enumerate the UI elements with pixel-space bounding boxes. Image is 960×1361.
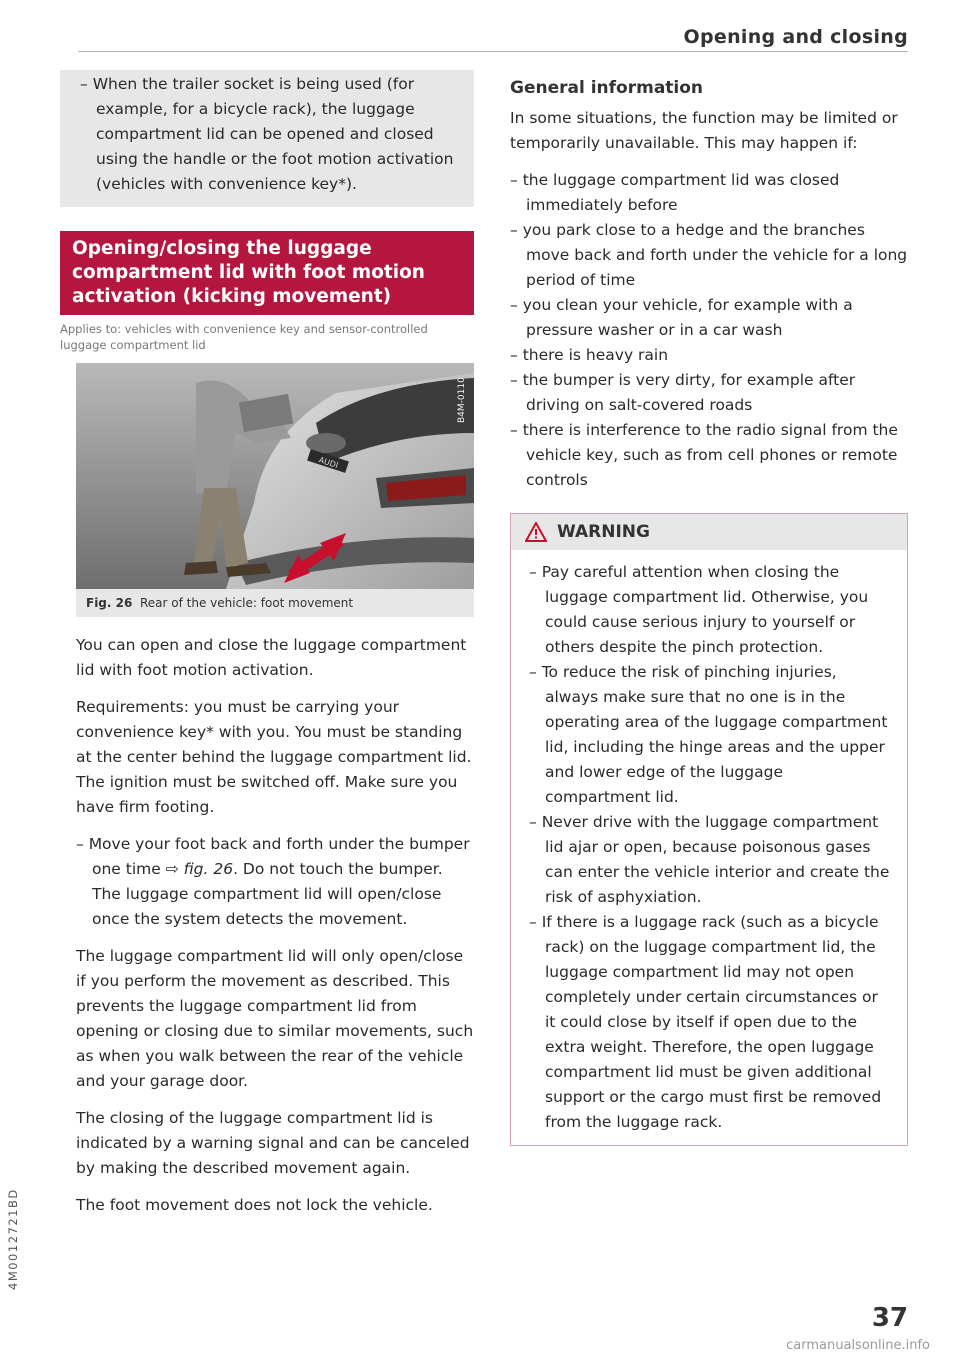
left-column <box>60 70 474 1218</box>
figure-reference-link[interactable]: ⇨ fig. 26 <box>165 860 234 878</box>
paragraph: Requirements: you must be carrying your convenience key* with you. You must be standing at the center behind the luggage compartment lid. The ignition must be switched off. Make sure you have firm footing. <box>76 698 472 816</box>
warning-triangle-icon <box>525 522 547 542</box>
figure-26 <box>76 363 474 617</box>
page-header-title: Opening and closing <box>683 26 908 48</box>
list-item-text: When the trailer socket is being used (for example, for a bicycle rack), the luggage compartment lid can be opened and closed using the handle or the foot motion activation (vehicles with convenience key*). <box>92 75 454 193</box>
warning-item: – If there is a luggage rack (such as a bicycle rack) on the luggage compartment lid, the luggage compartment lid may not open completely under certain circumstances or it could close by itself if open due to the extra weight. Therefore, the open luggage compartment lid must be given additional support or the cargo must first be removed from the luggage rack. <box>529 913 882 1131</box>
list-item: – the bumper is very dirty, for example after driving on salt-covered roads <box>510 371 856 414</box>
page-number: 37 <box>871 1303 908 1333</box>
list-item: – the luggage compartment lid was closed immediately before <box>510 171 840 214</box>
warning-item: – To reduce the risk of pinching injuries, always make sure that no one is in the operating area of the luggage compartment lid, including the hinge areas and the upper and lower edge of the luggage compartment lid. <box>529 663 888 806</box>
section-heading: Opening/closing the luggage compartment lid with foot motion activation (kicking movement) <box>60 231 474 315</box>
figure-caption <box>76 589 474 617</box>
document-code: 4M0012721BD <box>6 1188 20 1290</box>
step-text-cont: . Do not touch the bumper. The luggage compartment lid will open/close once the system detects the movement. <box>92 860 443 928</box>
list-item: – there is heavy rain <box>510 346 669 364</box>
list-item-text: there is interference to the radio signal from the vehicle key, such as from cell phones or remote controls <box>522 421 898 489</box>
list-item: – you clean your vehicle, for example with a pressure washer or in a car wash <box>510 296 853 339</box>
list-item-text: the luggage compartment lid was closed immediately before <box>522 171 840 214</box>
step-item: – Move your foot back and forth under the bumper one time ⇨ fig. 26. Do not touch the bumper. The luggage compartment lid will open/close once the system detects the movement. <box>76 835 470 928</box>
warning-item: – Never drive with the luggage compartment lid ajar or open, because poisonous gases can enter the vehicle interior and create the risk of asphyxiation. <box>529 813 890 906</box>
paragraph: The luggage compartment lid will only open/close if you perform the movement as described. This prevents the luggage compartment lid from opening or closing due to similar movements, such as when you walk between the rear of the vehicle and your garage door. <box>76 947 474 1090</box>
warning-item: – Pay careful attention when closing the luggage compartment lid. Otherwise, you could cause serious injury to yourself or others despite the pinch protection. <box>529 563 869 656</box>
paragraph: In some situations, the function may be limited or temporarily unavailable. This may happen if: <box>510 109 898 152</box>
warning-item-text: If there is a luggage rack (such as a bicycle rack) on the luggage compartment lid, the luggage compartment lid may not open completely under certain circumstances or it could close by itself if open due to the extra weight. Therefore, the open luggage compartment lid must be given additional support or the cargo must first be removed from the luggage rack. <box>541 913 882 1131</box>
rear-vehicle-foot-movement-illustration <box>76 363 474 589</box>
trailer-socket-note <box>60 70 474 207</box>
list-item-text: you park close to a hedge and the branches move back and forth under the vehicle for a long period of time <box>522 221 908 289</box>
warning-body <box>511 550 907 1145</box>
general-information-heading: General information <box>510 78 704 98</box>
paragraph: The foot movement does not lock the vehicle. <box>76 1196 433 1214</box>
paragraph: You can open and close the luggage compartment lid with foot motion activation. <box>76 636 467 679</box>
header-rule <box>78 51 908 52</box>
right-column <box>510 70 908 1146</box>
list-item: – you park close to a hedge and the branches move back and forth under the vehicle for a long period of time <box>510 221 908 289</box>
warning-item-text: Pay careful attention when closing the luggage compartment lid. Otherwise, you could cause serious injury to yourself or others despite the pinch protection. <box>541 563 869 656</box>
warning-item-text: To reduce the risk of pinching injuries, always make sure that no one is in the operating area of the luggage compartment lid, including the hinge areas and the upper and lower edge of the luggage compartment lid. <box>541 663 888 806</box>
figure-caption-text: Rear of the vehicle: foot movement <box>139 596 354 610</box>
badge-text: AUDI <box>317 455 340 471</box>
paragraph: The closing of the luggage compartment lid is indicated by a warning signal and can be canceled by making the described movement again. <box>76 1109 470 1177</box>
list-item-text: there is heavy rain <box>522 346 669 364</box>
watermark: carmanualsonline.info <box>786 1338 930 1353</box>
list-item-text: you clean your vehicle, for example with a pressure washer or in a car wash <box>522 296 853 339</box>
figure-code: B4M-0110 <box>457 377 467 423</box>
warning-title: WARNING <box>557 522 650 542</box>
figure-label: Fig. 26 <box>86 596 133 610</box>
warning-box <box>510 513 908 1146</box>
step-text: Move your foot back and forth under the bumper one time <box>88 835 470 878</box>
list-item: – When the trailer socket is being used (for example, for a bicycle rack), the luggage compartment lid can be opened and closed using the handle or the foot motion activation (vehicles with convenience key*). <box>80 75 454 193</box>
applies-to-note: Applies to: vehicles with convenience key and sensor-controlled luggage compartment lid <box>60 322 428 352</box>
warning-header <box>511 514 907 550</box>
list-item-text: the bumper is very dirty, for example after driving on salt-covered roads <box>522 371 856 414</box>
warning-item-text: Never drive with the luggage compartment lid ajar or open, because poisonous gases can enter the vehicle interior and create the risk of asphyxiation. <box>541 813 890 906</box>
condition-list <box>510 168 908 493</box>
list-item: – there is interference to the radio signal from the vehicle key, such as from cell phones or remote controls <box>510 421 898 489</box>
